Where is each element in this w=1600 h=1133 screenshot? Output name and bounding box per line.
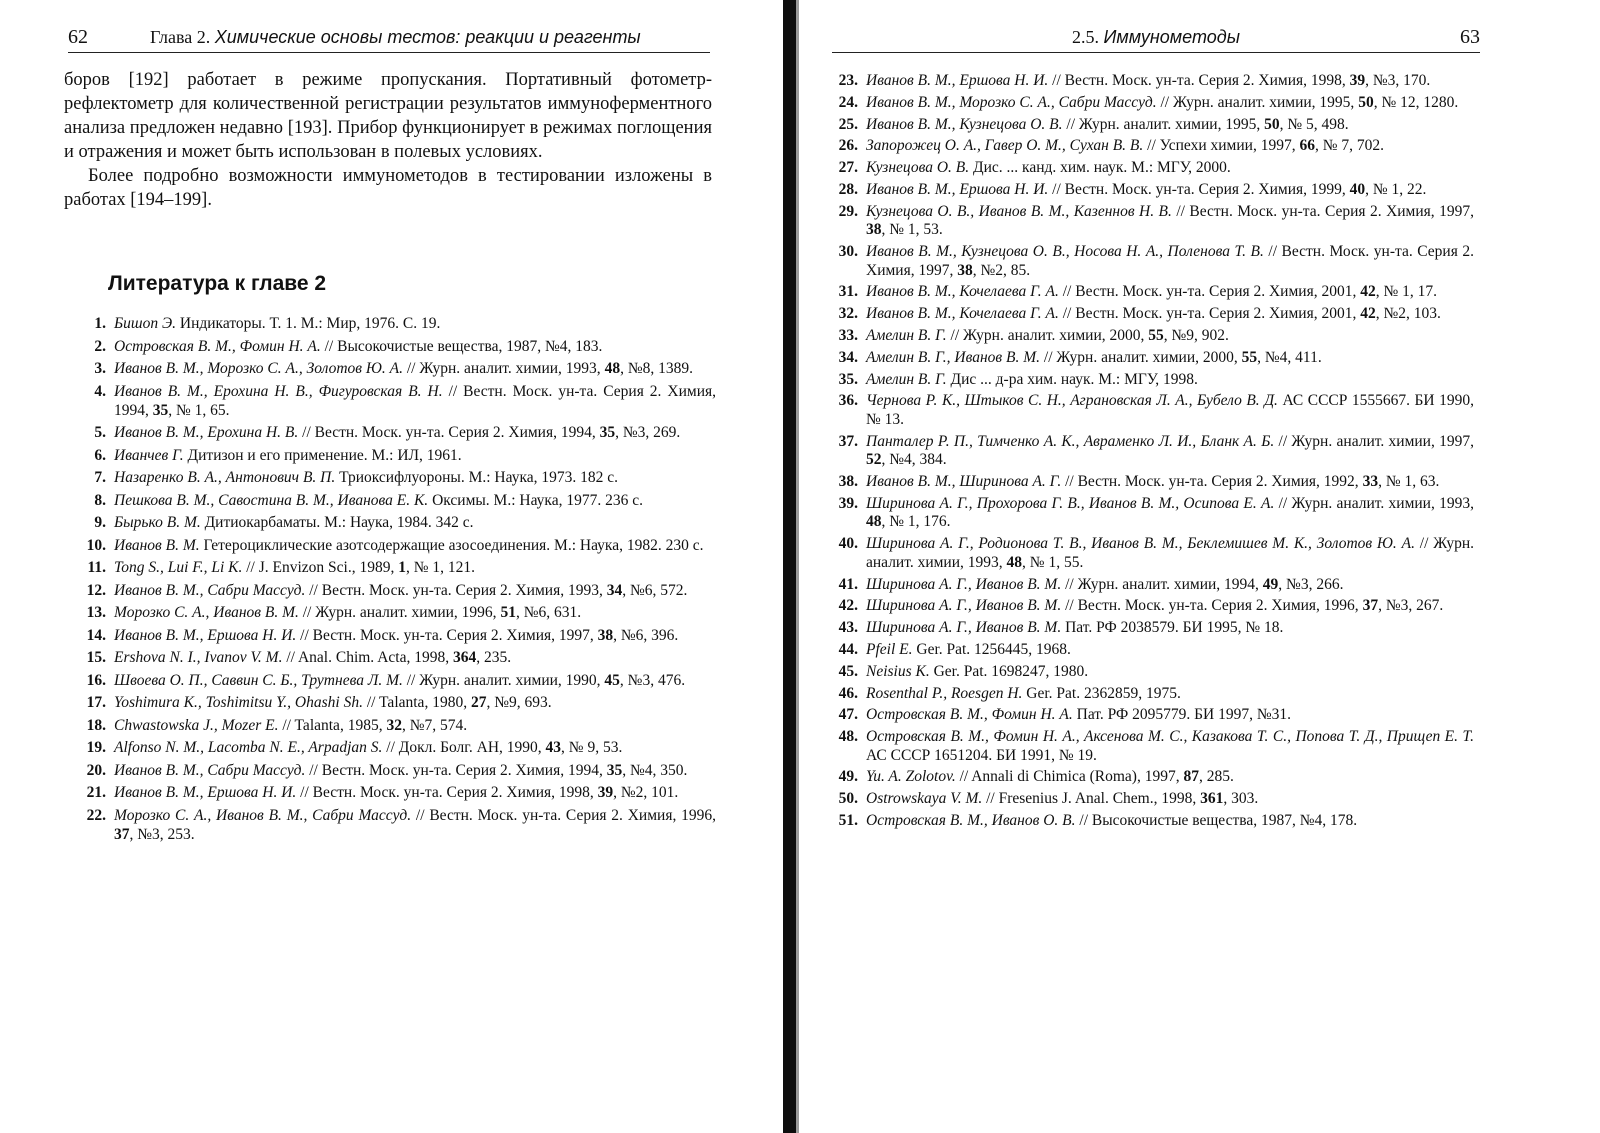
reference-text: , №6, 572. xyxy=(622,581,688,599)
reference-number: 35. xyxy=(838,370,858,388)
reference-item xyxy=(828,159,1474,178)
reference-authors: Амелин В. Г. xyxy=(866,370,947,388)
reference-item xyxy=(76,671,716,690)
paragraph: боров [192] работает в режиме пропускания. Портативный фотометр-рефлектометр для количественной регистрации результатов иммуноферментного анализа предложен недавно [193]. Прибор функционирует в режимах поглощения и отражения и может быть использован в полевых условиях. xyxy=(64,70,712,162)
reference-text: Дис ... д-ра хим. наук. М.: МГУ, 1998. xyxy=(946,370,1198,388)
reference-text: // Вестн. Моск. ун-та. Серия 2. Химия, 1997, xyxy=(296,626,598,644)
reference-number: 11. xyxy=(87,559,106,576)
reference-volume: 35 xyxy=(599,424,616,441)
reference-text: // Вестн. Моск. ун-та. Серия 2. Химия, 2001, xyxy=(1058,283,1361,301)
reference-item xyxy=(828,495,1474,532)
reference-number: 39. xyxy=(838,494,858,512)
reference-item xyxy=(828,706,1474,725)
reference-number: 34. xyxy=(838,348,858,366)
reference-text: , № 1, 22. xyxy=(1365,180,1427,198)
reference-text: Оксимы. М.: Наука, 1977. 236 с. xyxy=(428,491,643,509)
reference-item xyxy=(76,513,716,532)
reference-authors: Ershova N. I., Ivanov V. M. xyxy=(114,649,283,666)
reference-number: 30. xyxy=(838,243,858,261)
reference-text: Триоксифлуороны. М.: Наука, 1973. 182 с. xyxy=(335,469,618,486)
reference-authors: Швоева О. П., Саввин С. Б., Трутнева Л. М. xyxy=(114,671,403,689)
reference-number: 3. xyxy=(94,360,106,377)
reference-authors: Чернова Р. К., Штыков С. Н., Аграновская Л. А., Бубело В. Д. xyxy=(866,392,1278,410)
reference-item xyxy=(76,693,716,712)
reference-authors: Alfonso N. M., Lacomba N. E., Arpadjan S. xyxy=(114,739,383,756)
reference-authors: Иванов В. М., Морозко С. А., Золотов Ю. А. xyxy=(114,360,403,377)
reference-item xyxy=(828,473,1474,492)
reference-authors: Tong S., Lui F., Li K. xyxy=(114,559,243,576)
reference-text: // Высокочистые вещества, 1987, №4, 178. xyxy=(1075,812,1358,830)
reference-authors: Бишоп Э. xyxy=(114,315,176,332)
reference-authors: Иванов В. М., Ершова Н. И. xyxy=(114,784,297,801)
reference-authors: Островская В. М., Фомин Н. А., Аксенова М. С., Казакова Т. С., Попова Т. Д., Прищеп Е. Т. xyxy=(866,728,1474,746)
reference-authors: Амелин В. Г., Иванов В. М. xyxy=(866,348,1041,366)
reference-item xyxy=(828,812,1474,831)
reference-volume: 48 xyxy=(604,360,621,377)
reference-authors: Кузнецова О. В. xyxy=(866,159,970,177)
reference-item xyxy=(828,283,1474,302)
reference-number: 48. xyxy=(838,728,858,746)
reference-volume: 32 xyxy=(386,716,402,734)
reference-text: , № 7, 702. xyxy=(1314,137,1385,155)
reference-authors: Yu. A. Zolotov. xyxy=(866,768,956,786)
reference-number: 23. xyxy=(838,72,858,89)
reference-text: // Вестн. Моск. ун-та. Серия 2. Химия, 1992, xyxy=(1061,473,1363,491)
reference-volume: 37 xyxy=(114,825,130,843)
reference-text: // Вестн. Моск. ун-та. Серия 2. Химия, 1994, xyxy=(114,382,716,419)
reference-text: // Журн. аналит. химии, 1993, xyxy=(866,535,1474,571)
reference-text: , №4, 350. xyxy=(622,761,688,779)
reference-item xyxy=(828,327,1474,346)
reference-number: 25. xyxy=(838,115,858,133)
reference-volume: 51 xyxy=(500,604,516,621)
reference-item xyxy=(76,626,716,645)
reference-text: , № 5, 498. xyxy=(1279,115,1349,133)
reference-volume: 66 xyxy=(1299,137,1315,155)
reference-volume: 39 xyxy=(597,784,614,801)
section-header xyxy=(832,27,1480,48)
reference-authors: Chwastowska J., Mozer E. xyxy=(114,716,279,734)
reference-number: 18. xyxy=(86,716,106,734)
reference-authors: Иванов В. М., Кузнецова О. В., Носова Н. А., Поленова Т. В. xyxy=(866,243,1264,261)
reference-text: // Журн. аналит. химии, 1990, xyxy=(402,671,605,689)
reference-text: Дитиокарбаматы. М.: Наука, 1984. 342 с. xyxy=(200,514,474,531)
chapter-title: Химические основы тестов: реакции и реагенты xyxy=(214,27,641,47)
reference-number: 15. xyxy=(86,649,106,666)
reference-text: , №2, 103. xyxy=(1375,305,1441,323)
reference-item xyxy=(76,738,716,757)
reference-text: , № 12, 1280. xyxy=(1373,93,1459,111)
reference-text: , №4, 411. xyxy=(1257,348,1322,366)
reference-text: // Успехи химии, 1997, xyxy=(1143,137,1300,155)
reference-number: 44. xyxy=(838,640,858,658)
reference-number: 16. xyxy=(86,671,106,689)
reference-number: 47. xyxy=(838,706,858,724)
reference-authors: Иванов В. М., Ершова Н. И. xyxy=(114,626,297,644)
reference-text: // Высокочистые вещества, 1987, №4, 183. xyxy=(320,337,603,355)
reference-text: Гетероциклические азотсодержащие азосоединения. М.: Наука, 1982. 230 с. xyxy=(199,536,704,554)
reference-list xyxy=(828,72,1474,834)
reference-authors: Морозко С. А., Иванов В. М. xyxy=(114,604,299,621)
reference-text: , № 1, 63. xyxy=(1378,473,1440,491)
reference-text: // Вестн. Моск. ун-та. Серия 2. Химия, 1999, xyxy=(1048,180,1350,198)
reference-volume: 35 xyxy=(152,401,169,419)
reference-authors: Морозко С. А., Иванов В. М., Сабри Массуд. xyxy=(114,806,412,824)
reference-item xyxy=(828,535,1474,572)
reference-item xyxy=(828,685,1474,704)
reference-authors: Иванов В. М., Ерохина Н. В., Фигуровская В. Н. xyxy=(114,382,443,400)
reference-item xyxy=(76,314,716,333)
reference-text: // Журн. аналит. химии, 2000, xyxy=(946,327,1149,344)
reference-item xyxy=(76,536,716,555)
reference-volume: 43 xyxy=(545,739,562,756)
reference-number: 13. xyxy=(86,604,106,621)
reference-text: // Вестн. Моск. ун-та. Серия 2. Химия, 1994, xyxy=(305,761,607,779)
reference-number: 26. xyxy=(838,137,858,155)
reference-number: 28. xyxy=(838,180,858,198)
reference-item xyxy=(76,359,716,378)
reference-volume: 35 xyxy=(606,761,623,779)
reference-text: , №3, 269. xyxy=(615,424,681,441)
reference-authors: Островская В. М., Фомин Н. А. xyxy=(114,337,321,355)
reference-number: 7. xyxy=(94,469,106,486)
reference-number: 8. xyxy=(94,491,106,509)
reference-number: 10. xyxy=(86,536,106,554)
reference-authors: Иванов В. М., Кузнецова О. В. xyxy=(866,115,1063,133)
reference-text: // Вестн. Моск. ун-та. Серия 2. Химия, 1998, xyxy=(296,784,598,801)
reference-authors: Панталер Р. П., Тимченко А. К., Авраменко Л. И., Бланк А. Б. xyxy=(866,432,1275,450)
reference-text: , 235. xyxy=(476,649,512,666)
reference-item xyxy=(76,761,716,780)
reference-text: , №3, 476. xyxy=(619,671,686,689)
reference-authors: Запорожец О. А., Гавер О. М., Сухан В. В. xyxy=(866,137,1144,155)
reference-text: , 285. xyxy=(1198,768,1234,786)
reference-item xyxy=(76,382,716,420)
reference-number: 14. xyxy=(86,626,106,644)
reference-text: Ger. Pat. 1256445, 1968. xyxy=(912,640,1071,658)
reference-number: 42. xyxy=(838,597,858,615)
reference-text: // Fresenius J. Anal. Chem., 1998, xyxy=(982,790,1201,808)
reference-text: , №3, 267. xyxy=(1378,597,1444,615)
reference-text: , №9, 902. xyxy=(1163,327,1229,344)
reference-number: 2. xyxy=(94,337,106,355)
left-running-header xyxy=(68,26,710,53)
reference-volume: 40 xyxy=(1349,180,1366,198)
reference-item xyxy=(76,423,716,442)
reference-authors: Иванчев Г. xyxy=(114,446,184,464)
reference-volume: 50 xyxy=(1358,93,1374,111)
reference-volume: 33 xyxy=(1362,473,1379,491)
reference-number: 31. xyxy=(838,283,858,301)
reference-item xyxy=(828,243,1474,280)
reference-item xyxy=(828,768,1474,787)
reference-authors: Амелин В. Г. xyxy=(866,327,947,344)
reference-volume: 42 xyxy=(1360,283,1376,301)
reference-number: 19. xyxy=(86,739,106,756)
reference-text: // Вестн. Моск. ун-та. Серия 2. Химия, 1994, xyxy=(298,424,600,441)
reference-item xyxy=(76,648,716,667)
reference-text: , №2, 85. xyxy=(972,261,1031,279)
reference-authors: Иванов В. М., Сабри Массуд. xyxy=(114,761,306,779)
reference-text: АС СССР 1555667. БИ 1990, № 13. xyxy=(866,392,1474,428)
reference-volume: 34 xyxy=(606,581,623,599)
reference-number: 20. xyxy=(86,761,106,779)
reference-number: 4. xyxy=(94,382,106,400)
reference-text: , 303. xyxy=(1223,790,1259,808)
reference-number: 33. xyxy=(838,327,858,344)
reference-item xyxy=(828,392,1474,429)
reference-authors: Бырько В. М. xyxy=(114,514,201,531)
reference-authors: Островская В. М., Фомин Н. А. xyxy=(866,706,1073,724)
reference-item xyxy=(76,783,716,802)
reference-text: // Вестн. Моск. ун-та. Серия 2. Химия, 1996, xyxy=(1061,597,1363,615)
reference-volume: 55 xyxy=(1148,327,1164,344)
reference-item xyxy=(828,619,1474,638)
reference-text: // Talanta, 1985, xyxy=(278,716,387,734)
reference-authors: Иванов В. М., Ерохина Н. В. xyxy=(114,424,299,441)
reference-list xyxy=(76,314,716,847)
reference-item xyxy=(76,337,716,356)
reference-text: , №3, 170. xyxy=(1365,72,1431,89)
reference-item xyxy=(76,603,716,622)
reference-text: // Журн. аналит. химии, 1995, xyxy=(1062,115,1265,133)
reference-number: 46. xyxy=(838,684,858,702)
reference-text: Ger. Pat. 2362859, 1975. xyxy=(1022,684,1181,702)
reference-volume: 38 xyxy=(957,261,973,279)
reference-text: // Вестн. Моск. ун-та. Серия 2. Химия, 1997, xyxy=(1171,202,1474,220)
reference-text: // Журн. аналит. химии, 1994, xyxy=(1061,575,1263,593)
reference-item xyxy=(76,716,716,735)
reference-item xyxy=(828,181,1474,200)
reference-volume: 1 xyxy=(398,559,406,576)
reference-number: 1. xyxy=(94,315,106,332)
reference-text: // Журн. аналит. химии, 1993, xyxy=(403,360,605,377)
reference-text: // Вестн. Моск. ун-та. Серия 2. Химия, 1996, xyxy=(411,806,717,824)
reference-item xyxy=(828,137,1474,156)
reference-item xyxy=(76,806,716,844)
reference-volume: 364 xyxy=(452,649,477,666)
reference-text: Ger. Pat. 1698247, 1980. xyxy=(929,662,1089,680)
reference-authors: Pfeil E. xyxy=(866,640,913,658)
reference-authors: Rosenthal P., Roesgen H. xyxy=(866,684,1023,702)
reference-volume: 37 xyxy=(1362,597,1379,615)
book-spine xyxy=(783,0,796,1133)
reference-number: 37. xyxy=(838,432,858,450)
reference-item xyxy=(828,116,1474,135)
reference-volume: 49 xyxy=(1262,575,1279,593)
reference-text: // Вестн. Моск. ун-та. Серия 2. Химия, 1993, xyxy=(305,581,607,599)
reference-number: 21. xyxy=(86,784,106,801)
reference-item xyxy=(828,94,1474,113)
reference-number: 27. xyxy=(838,159,858,177)
reference-text: , №8, 1389. xyxy=(620,360,693,377)
reference-item xyxy=(828,641,1474,660)
reference-number: 40. xyxy=(838,535,858,553)
reference-item xyxy=(76,446,716,465)
reference-item xyxy=(828,349,1474,368)
reference-authors: Ширинова А. Г., Иванов В. М. xyxy=(866,597,1062,615)
page-number: 63 xyxy=(1460,26,1480,48)
reference-number: 12. xyxy=(86,581,106,599)
reference-number: 36. xyxy=(838,392,858,410)
section-title: Иммунометоды xyxy=(1103,27,1240,47)
chapter-prefix: Глава 2. xyxy=(150,27,211,47)
reference-text: // Anal. Chim. Acta, 1998, xyxy=(282,649,453,666)
reference-text: // Журн. аналит. химии, 1996, xyxy=(298,604,501,621)
reference-authors: Иванов В. М., Ширинова А. Г. xyxy=(866,473,1062,491)
reference-authors: Пешкова В. М., Савостина В. М., Иванова Е. К. xyxy=(114,491,429,509)
reference-text: , № 1, 53. xyxy=(881,221,943,239)
reference-text: , № 1, 17. xyxy=(1375,283,1438,301)
reference-authors: Ostrowskaya V. M. xyxy=(866,790,983,808)
right-page xyxy=(800,0,1600,1133)
reference-authors: Ширинова А. Г., Иванов В. М. xyxy=(866,575,1062,593)
reference-volume: 38 xyxy=(597,626,614,644)
reference-text: // Журн. аналит. химии, 1997, xyxy=(1274,432,1475,450)
reference-volume: 52 xyxy=(866,451,882,469)
reference-volume: 39 xyxy=(1349,72,1366,89)
left-page xyxy=(0,0,780,1133)
reference-number: 49. xyxy=(838,768,858,786)
reference-volume: 48 xyxy=(866,513,882,531)
reference-authors: Иванов В. М., Кочелаева Г. А. xyxy=(866,305,1059,323)
reference-number: 22. xyxy=(86,806,106,824)
reference-authors: Иванов В. М., Сабри Массуд. xyxy=(114,581,306,599)
reference-number: 38. xyxy=(838,473,858,491)
page-number: 62 xyxy=(68,26,88,48)
paragraph: Более подробно возможности иммунометодов в тестировании изложены в работах [194–199]. xyxy=(64,166,712,210)
reference-number: 51. xyxy=(838,812,858,830)
reference-text: // J. Envizon Sci., 1989, xyxy=(242,559,399,576)
reference-text: , №3, 253. xyxy=(129,825,195,843)
reference-authors: Назаренко В. А., Антонович В. П. xyxy=(114,469,336,486)
reference-number: 45. xyxy=(838,662,858,680)
reference-item xyxy=(828,203,1474,240)
reference-authors: Ширинова А. Г., Родионова Т. В., Иванов В. М., Беклемишев М. К., Золотов Ю. А. xyxy=(866,535,1415,553)
reference-authors: Иванов В. М., Кочелаева Г. А. xyxy=(866,283,1059,301)
reference-item xyxy=(76,558,716,577)
section-heading: Литература к главе 2 xyxy=(108,272,327,295)
reference-volume: 50 xyxy=(1264,115,1280,133)
reference-authors: Ширинова А. Г., Иванов В. М. xyxy=(866,619,1062,637)
page-edge xyxy=(796,0,799,1133)
reference-item xyxy=(76,468,716,487)
reference-authors: Иванов В. М., Ершова Н. И. xyxy=(866,72,1049,89)
reference-volume: 48 xyxy=(1006,553,1023,571)
reference-authors: Кузнецова О. В., Иванов В. М., Казеннов Н. В. xyxy=(866,202,1172,220)
reference-text: // Вестн. Моск. ун-та. Серия 2. Химия, 2001, xyxy=(1058,305,1361,323)
chapter-header xyxy=(150,27,641,48)
reference-authors: Ширинова А. Г., Прохорова Г. В., Иванов В. М., Осипова Е. А. xyxy=(866,494,1275,512)
reference-text: // Журн. аналит. химии, 1993, xyxy=(1274,494,1474,512)
reference-volume: 361 xyxy=(1200,790,1224,808)
reference-text: , № 1, 121. xyxy=(405,559,476,576)
reference-text: // Докл. Болг. АН, 1990, xyxy=(382,739,546,756)
reference-number: 6. xyxy=(94,446,106,464)
reference-text: // Журн. аналит. химии, 2000, xyxy=(1040,348,1242,366)
reference-text: , № 1, 176. xyxy=(881,513,951,531)
reference-number: 32. xyxy=(838,305,858,323)
reference-volume: 42 xyxy=(1360,305,1376,323)
reference-number: 24. xyxy=(838,93,858,111)
reference-item xyxy=(828,371,1474,390)
reference-item xyxy=(76,581,716,600)
section-prefix: 2.5. xyxy=(1072,27,1100,47)
reference-number: 9. xyxy=(94,514,106,531)
body-text xyxy=(64,68,712,212)
reference-number: 43. xyxy=(838,619,858,637)
reference-number: 17. xyxy=(86,694,106,711)
reference-text: , №7, 574. xyxy=(401,716,468,734)
reference-text: // Annali di Chimica (Roma), 1997, xyxy=(955,768,1184,786)
reference-text: , №3, 266. xyxy=(1278,575,1344,593)
reference-number: 41. xyxy=(838,575,858,593)
reference-text: // Вестн. Моск. ун-та. Серия 2. Химия, 1997, xyxy=(866,243,1474,279)
reference-volume: 38 xyxy=(866,221,882,239)
reference-text: Дитизон и его применение. М.: ИЛ, 1961. xyxy=(183,446,462,464)
reference-item xyxy=(828,576,1474,595)
reference-text: // Talanta, 1980, xyxy=(362,694,471,711)
reference-item xyxy=(828,597,1474,616)
reference-text: Дис. ... канд. хим. наук. М.: МГУ, 2000. xyxy=(969,159,1231,177)
reference-number: 29. xyxy=(838,202,858,220)
reference-text: , № 1, 55. xyxy=(1022,553,1084,571)
reference-item xyxy=(828,72,1474,91)
reference-authors: Островская В. М., Иванов О. В. xyxy=(866,812,1076,830)
reference-text: , №9, 693. xyxy=(486,694,552,711)
reference-item xyxy=(828,728,1474,765)
reference-text: Пат. РФ 2095779. БИ 1997, №31. xyxy=(1072,706,1292,724)
reference-text: Индикаторы. Т. 1. М.: Мир, 1976. С. 19. xyxy=(176,315,441,332)
reference-text: , № 1, 65. xyxy=(168,401,230,419)
reference-item xyxy=(828,790,1474,809)
reference-text: , №6, 396. xyxy=(613,626,679,644)
reference-volume: 55 xyxy=(1241,348,1258,366)
reference-authors: Neisius K. xyxy=(866,662,930,680)
reference-text: , №2, 101. xyxy=(613,784,679,801)
reference-authors: Иванов В. М. xyxy=(114,536,200,554)
reference-number: 50. xyxy=(838,790,858,808)
reference-text: Пат. РФ 2038579. БИ 1995, № 18. xyxy=(1061,619,1284,637)
reference-text: АС СССР 1651204. БИ 1991, № 19. xyxy=(866,746,1097,764)
reference-text: // Журн. аналит. химии, 1995, xyxy=(1156,93,1359,111)
reference-item xyxy=(828,305,1474,324)
reference-authors: Иванов В. М., Ершова Н. И. xyxy=(866,180,1049,198)
reference-text: // Вестн. Моск. ун-та. Серия 2. Химия, 1998, xyxy=(1048,72,1350,89)
reference-volume: 87 xyxy=(1183,768,1199,786)
reference-authors: Yoshimura K., Toshimitsu Y., Ohashi Sh. xyxy=(114,694,363,711)
reference-text: , №6, 631. xyxy=(515,604,582,621)
reference-item xyxy=(828,433,1474,470)
reference-authors: Иванов В. М., Морозко С. А., Сабри Массуд. xyxy=(866,93,1157,111)
reference-volume: 45 xyxy=(604,671,620,689)
reference-number: 5. xyxy=(94,424,106,441)
reference-text: , № 9, 53. xyxy=(561,739,623,756)
reference-text: , №4, 384. xyxy=(881,451,947,469)
reference-item xyxy=(828,663,1474,682)
right-running-header xyxy=(832,26,1480,53)
reference-item xyxy=(76,491,716,510)
reference-volume: 27 xyxy=(470,694,487,711)
